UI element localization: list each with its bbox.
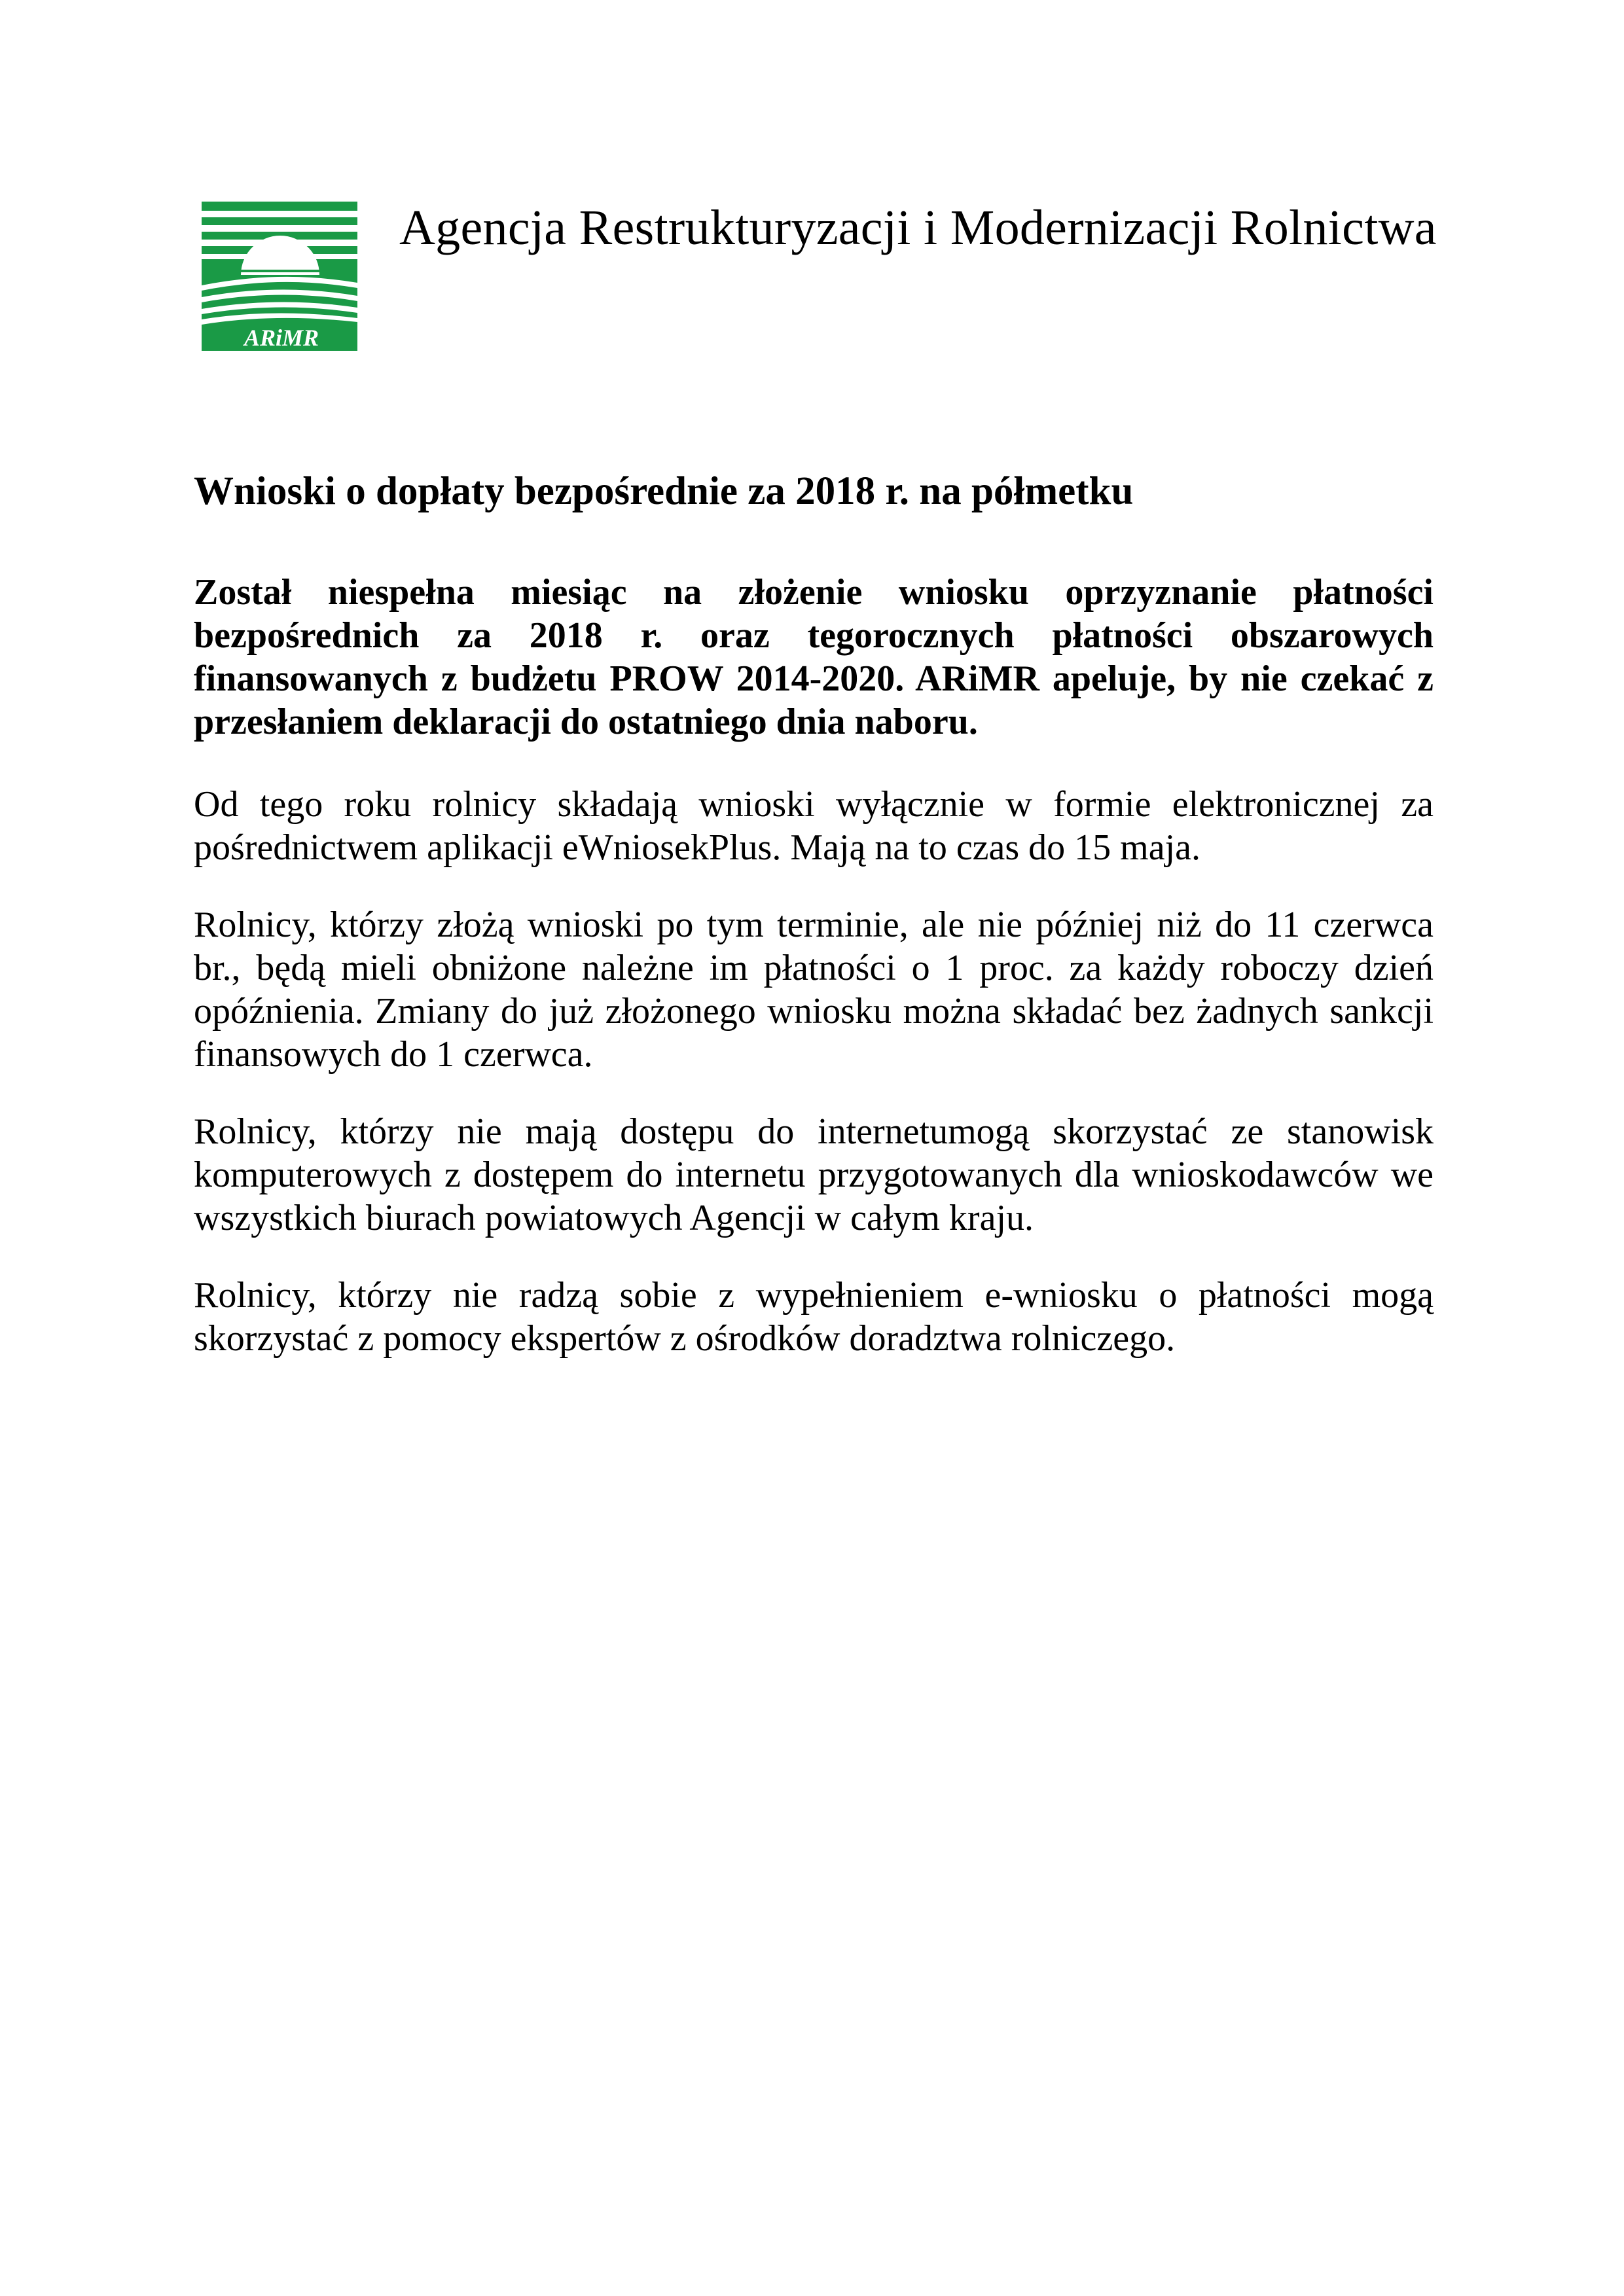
logo-text: ARiMR — [244, 325, 319, 351]
arimr-logo-icon — [202, 202, 357, 351]
paragraph: Rolnicy, którzy nie radzą sobie z wypełnieniem e-wniosku o płatności mogą skorzystać z pomocy ekspertów z ośrodków doradztwa rolniczego. — [194, 1275, 1434, 1359]
agency-name: Agencja Restrukturyzacji i Modernizacji Rolnictwa — [399, 200, 1437, 255]
paragraph: Od tego roku rolnicy składają wnioski wyłącznie w formie elektronicznej za pośrednictwem aplikacji eWniosekPlus. Mają na to czas do 15 maja. — [194, 784, 1434, 868]
paragraph: Rolnicy, którzy nie mają dostępu do internetumogą skorzystać ze stanowisk komputerowych z dostępem do internetu przygotowanych dla wnioskodawców we wszystkich biurach powiatowych Agencji w całym kraju. — [194, 1111, 1434, 1238]
paragraph: Rolnicy, którzy złożą wnioski po tym terminie, ale nie później niż do 11 czerwca br., będą mieli obniżone należne im płatności o 1 proc. za każdy roboczy dzień opóźnienia. Zmiany do już złożonego wniosku można składać bez żadnych sankcji finansowych do 1 czerwca. — [194, 905, 1434, 1075]
article-lead: Został niespełna miesiąc na złożenie wniosku oprzyznanie płatności bezpośrednich za 2018 r. oraz tegorocznych płatności obszarowych finansowanych z budżetu PROW 2014-2020. ARiMR apeluje, by nie czekać z przesłaniem deklaracji do ostatniego dnia naboru. — [194, 572, 1434, 742]
article-title: Wnioski o dopłaty bezpośrednie za 2018 r. na półmetku — [194, 469, 1134, 513]
letterhead — [202, 202, 1445, 352]
article-body — [194, 469, 1434, 1360]
